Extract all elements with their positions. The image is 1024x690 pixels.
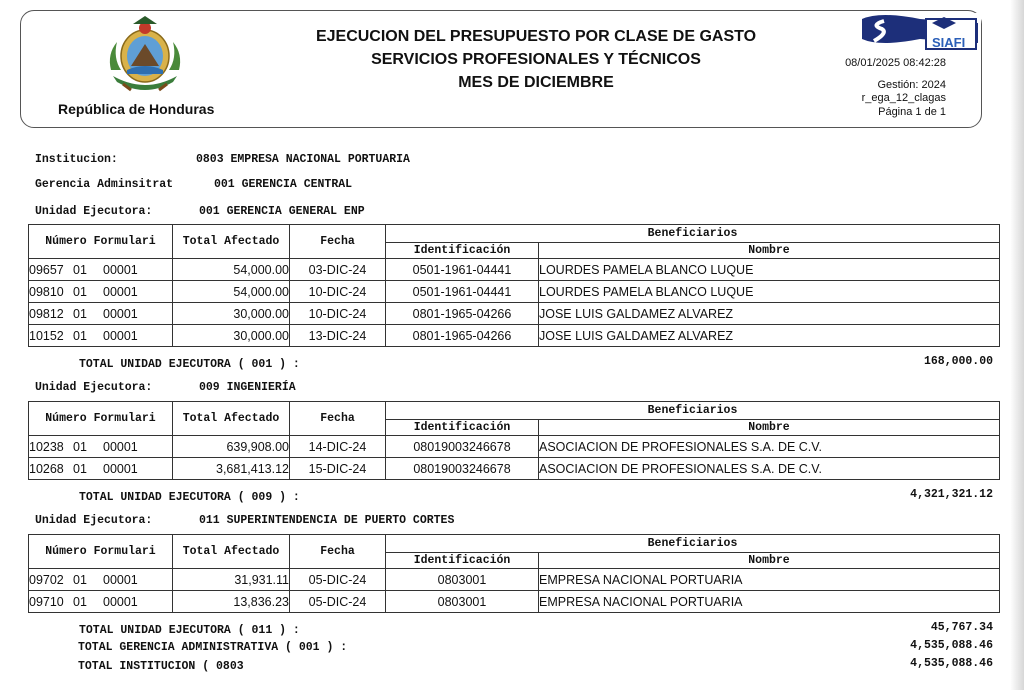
title-line-3: MES DE DICIEMBRE <box>458 74 614 91</box>
col-identificacion: Identificación <box>386 553 539 569</box>
logo-text: SIAFI <box>932 35 966 50</box>
col-beneficiarios: Beneficiarios <box>386 225 1000 243</box>
col-numero-formulario: Número Formulari <box>29 535 173 569</box>
col-identificacion: Identificación <box>386 243 539 259</box>
col-numero-formulario: Número Formulari <box>29 402 173 436</box>
unidad-label: Unidad Ejecutora: <box>35 205 153 218</box>
report-header <box>20 10 982 128</box>
col-total: Total Afectado <box>173 225 290 259</box>
report-code: r_ega_12_clagas <box>861 92 946 104</box>
institucion-value: 0803 EMPRESA NACIONAL PORTUARIA <box>196 153 410 166</box>
col-nombre: Nombre <box>539 243 1000 259</box>
col-beneficiarios: Beneficiarios <box>386 402 1000 420</box>
report-datetime: 08/01/2025 08:42:28 <box>845 57 946 69</box>
unit-total-value: 45,767.34 <box>930 621 993 634</box>
unit-total-value: 4,321,321.12 <box>910 488 993 501</box>
col-numero-formulario: Número Formulari <box>29 225 173 259</box>
col-nombre: Nombre <box>539 553 1000 569</box>
col-identificacion: Identificación <box>386 420 539 436</box>
unidad-name: 011 SUPERINTENDENCIA DE PUERTO CORTES <box>199 514 455 527</box>
gerencia-value: 001 GERENCIA CENTRAL <box>214 178 353 191</box>
page-number: Página 1 de 1 <box>878 105 946 118</box>
page-edge-shadow <box>1010 0 1024 690</box>
table-row: 10152 01 00001 30,000.00 13-DIC-24 0801-1965-04266 JOSE LUIS GALDAMEZ ALVAREZ <box>29 325 1000 347</box>
unidad-name: 001 GERENCIA GENERAL ENP <box>199 205 365 218</box>
table-row: 10238 01 00001 639,908.00 14-DIC-24 08019003246678 ASOCIACION DE PROFESIONALES S.A. DE C.V. <box>29 436 1000 458</box>
title-line-2: SERVICIOS PROFESIONALES Y TÉCNICOS <box>371 51 701 68</box>
gerencia-total-label: TOTAL GERENCIA ADMINISTRATIVA ( 001 ) : <box>78 641 348 654</box>
report-title <box>291 25 781 94</box>
col-fecha: Fecha <box>290 535 386 569</box>
unidad-label: Unidad Ejecutora: <box>35 514 153 527</box>
unit-table-011 <box>28 534 1000 613</box>
unit-table-009 <box>28 401 1000 480</box>
col-total: Total Afectado <box>173 402 290 436</box>
country-name: República de Honduras <box>58 101 215 117</box>
gestion: Gestión: 2024 <box>877 78 946 91</box>
institucion-total-label: TOTAL INSTITUCION ( 0803 <box>78 660 244 673</box>
title-line-1: EJECUCION DEL PRESUPUESTO POR CLASE DE GASTO <box>315 28 757 45</box>
table-row: 09710 01 00001 13,836.23 05-DIC-24 0803001 EMPRESA NACIONAL PORTUARIA <box>29 591 1000 613</box>
col-fecha: Fecha <box>290 402 386 436</box>
siafi-logo <box>860 13 981 53</box>
col-nombre: Nombre <box>539 420 1000 436</box>
table-row: 09657 01 00001 54,000.00 03-DIC-24 0501-1961-04441 LOURDES PAMELA BLANCO LUQUE <box>29 259 1000 281</box>
table-row: 09812 01 00001 30,000.00 10-DIC-24 0801-1965-04266 JOSE LUIS GALDAMEZ ALVAREZ <box>29 303 1000 325</box>
unit-table-001 <box>28 224 1000 347</box>
report-meta <box>845 57 946 119</box>
unit-total-label: TOTAL UNIDAD EJECUTORA ( 009 ) : <box>79 491 300 504</box>
col-total: Total Afectado <box>173 535 290 569</box>
unidad-label: Unidad Ejecutora: <box>35 381 153 394</box>
col-fecha: Fecha <box>290 225 386 259</box>
table-row: 10268 01 00001 3,681,413.12 15-DIC-24 08019003246678 ASOCIACION DE PROFESIONALES S.A. DE C.V. <box>29 458 1000 480</box>
col-beneficiarios: Beneficiarios <box>386 535 1000 553</box>
gerencia-label: Gerencia Adminsitrat <box>35 178 174 191</box>
institucion-total-value: 4,535,088.46 <box>910 657 993 670</box>
unit-total-label: TOTAL UNIDAD EJECUTORA ( 011 ) : <box>79 624 300 637</box>
table-row: 09810 01 00001 54,000.00 10-DIC-24 0501-1961-04441 LOURDES PAMELA BLANCO LUQUE <box>29 281 1000 303</box>
coat-of-arms-icon <box>103 14 187 94</box>
unit-total-label: TOTAL UNIDAD EJECUTORA ( 001 ) : <box>79 358 300 371</box>
unit-total-value: 168,000.00 <box>923 355 993 368</box>
table-row: 09702 01 00001 31,931.11 05-DIC-24 0803001 EMPRESA NACIONAL PORTUARIA <box>29 569 1000 591</box>
unidad-name: 009 INGENIERÍA <box>199 381 296 394</box>
gerencia-total-value: 4,535,088.46 <box>910 639 993 652</box>
institucion-label: Institucion: <box>35 153 118 166</box>
